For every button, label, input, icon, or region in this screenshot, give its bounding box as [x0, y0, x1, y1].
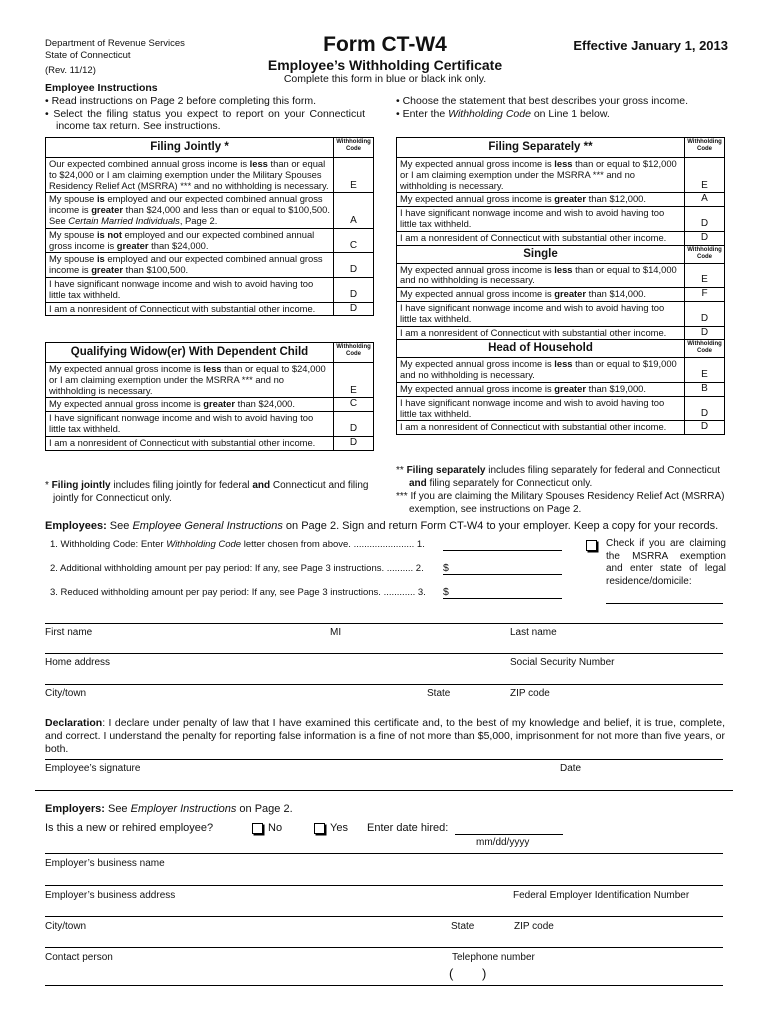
instructions-left: • Read instructions on Page 2 before completing this form. • Select the filing status you expect to report on your Connecticut income tax return. See instructions.: [45, 95, 365, 132]
code-cell: C: [334, 398, 374, 412]
table-row[interactable]: Our expected combined annual gross income is less than or equal to $24,000 or I am claiming exemption under the Military Spouses Residency Relief Act (MSRRA) *** and no withholding is necessary. E: [46, 158, 374, 193]
first-name-label: First name: [45, 627, 93, 638]
line-2-label: 2. Additional withholding amount per pay period: If any, see Page 3 instructions. .......... 2.: [50, 563, 424, 574]
note-jointly: * Filing jointly includes filing jointly for federal and Connecticut and filing jointly for Connecticut only.: [45, 480, 369, 504]
ink-note: Complete this form in blue or black ink only.: [283, 73, 487, 85]
table-row[interactable]: I have significant nonwage income and wish to avoid having too little tax withheld. D: [397, 207, 725, 232]
signature-line[interactable]: [45, 759, 723, 760]
table-row[interactable]: I have significant nonwage income and wish to avoid having too little tax withheld. D: [397, 396, 725, 421]
msrra-checkbox[interactable]: [586, 540, 597, 551]
line-2-input[interactable]: [443, 574, 562, 575]
table-row[interactable]: My spouse is not employed and our expected combined annual gross income is greater than $24,000. C: [46, 228, 374, 253]
code-cell: D: [334, 436, 374, 450]
code-cell: D: [334, 302, 374, 316]
dollar-sign: $: [443, 562, 449, 574]
fein-label: Federal Employer Identification Number: [513, 890, 690, 901]
bottom-line: [45, 985, 723, 986]
table-row[interactable]: I am a nonresident of Connecticut with substantial other income. D: [397, 326, 725, 340]
domicile-input[interactable]: [606, 603, 723, 604]
code-header: Withholding Code: [685, 138, 725, 158]
last-name-label: Last name: [510, 627, 557, 638]
code-cell: D: [685, 301, 725, 326]
widow-table: [45, 342, 374, 451]
instructions-heading: Employee Instructions: [45, 82, 158, 94]
city-line[interactable]: [45, 684, 723, 685]
table-row[interactable]: My expected annual gross income is greater than $14,000. F: [397, 288, 725, 302]
code-cell: E: [685, 358, 725, 383]
widow-title: Qualifying Widow(er) With Dependent Child: [46, 343, 334, 363]
hoh-title: Head of Household: [397, 340, 685, 358]
instruction-3: Choose the statement that best describes your gross income.: [402, 95, 688, 107]
table-row[interactable]: My expected annual gross income is less than or equal to $24,000 or I am claiming exemption under the MSRRA *** and no withholding is necessary. E: [46, 363, 374, 398]
business-name-label: Employer’s business name: [45, 858, 165, 869]
date-hired-label: Enter date hired:: [367, 822, 449, 834]
state-name: State of Connecticut: [45, 50, 131, 61]
table-row[interactable]: My expected annual gross income is less than or equal to $19,000 and no withholding is necessary. E: [397, 358, 725, 383]
table-row[interactable]: My spouse is employed and our expected combined annual gross income is greater than $24,000 and less than or equal to $100,500. See Certain Married Individuals, Page 2. A: [46, 193, 374, 228]
no-checkbox[interactable]: [252, 823, 263, 834]
code-cell: D: [334, 277, 374, 302]
code-cell: D: [685, 421, 725, 435]
state-label: State: [427, 688, 451, 699]
code-cell: E: [685, 158, 725, 193]
code-cell: E: [334, 158, 374, 193]
signature-label: Employee’s signature: [45, 763, 141, 774]
address-line[interactable]: [45, 653, 723, 654]
filing-jointly-title: Filing Jointly *: [46, 138, 334, 158]
code-cell: E: [334, 363, 374, 398]
dept-name: Department of Revenue Services: [45, 38, 185, 49]
table-row[interactable]: My spouse is employed and our expected combined annual gross income is greater than $100,500. D: [46, 253, 374, 278]
date-label: Date: [560, 763, 582, 774]
date-hired-input[interactable]: [455, 834, 563, 835]
employer-zip-label: ZIP code: [514, 921, 554, 932]
line-1-input[interactable]: [443, 550, 562, 551]
code-cell: D: [685, 396, 725, 421]
section-divider: [35, 790, 733, 791]
code-cell: B: [685, 382, 725, 396]
instruction-1: Read instructions on Page 2 before completing this form.: [51, 95, 316, 107]
new-employee-question: Is this a new or rehired employee?: [45, 822, 214, 834]
employers-heading: Employers: See Employer Instructions on Page 2.: [45, 803, 293, 815]
contact-line[interactable]: [45, 947, 723, 948]
yes-checkbox[interactable]: [314, 823, 325, 834]
table-row[interactable]: My expected annual gross income is less than or equal to $14,000 and no withholding is necessary. E: [397, 263, 725, 288]
msrra-check-label: Check if you are claiming the MSRRA exemption and enter state of legal residence/domicile:: [606, 538, 726, 587]
line-3-label: 3. Reduced withholding amount per pay period: If any, see Page 3 instructions. ............ 3.: [50, 587, 426, 598]
table-row[interactable]: My expected annual gross income is greater than $19,000. B: [397, 382, 725, 396]
filing-separately-table: [396, 137, 725, 435]
note-separately: ** Filing separately includes filing separately for federal and Connecticut and filing separately for Connecticut only.: [396, 465, 721, 489]
yes-label: Yes: [330, 822, 348, 834]
table-row[interactable]: My expected annual gross income is greater than $24,000. C: [46, 398, 374, 412]
code-header: Withholding Code: [685, 245, 725, 263]
code-cell: D: [334, 412, 374, 437]
table-row[interactable]: I am a nonresident of Connecticut with substantial other income. D: [397, 231, 725, 245]
code-cell: E: [685, 263, 725, 288]
form-subtitle: Employee’s Withholding Certificate: [267, 57, 503, 73]
employer-city-label: City/town: [45, 921, 87, 932]
date-format: mm/dd/yyyy: [476, 837, 530, 848]
code-cell: A: [685, 193, 725, 207]
code-cell: A: [334, 193, 374, 228]
employer-city-line[interactable]: [45, 916, 723, 917]
code-header: Withholding Code: [334, 138, 374, 158]
table-row[interactable]: My expected annual gross income is greater than $12,000. A: [397, 193, 725, 207]
code-header: Withholding Code: [334, 343, 374, 363]
mi-label: MI: [330, 627, 342, 638]
code-cell: D: [685, 231, 725, 245]
code-cell: C: [334, 228, 374, 253]
dollar-sign: $: [443, 586, 449, 598]
code-cell: F: [685, 288, 725, 302]
table-row[interactable]: I am a nonresident of Connecticut with substantial other income. D: [46, 436, 374, 450]
instruction-2: Select the filing status you expect to report on your Connecticut income tax return. See instructions.: [53, 107, 365, 132]
home-address-label: Home address: [45, 657, 111, 668]
instructions-right: • Choose the statement that best describes your gross income. • Enter the Withholding Code on Line 1 below.: [396, 95, 688, 120]
revision: (Rev. 11/12): [45, 65, 96, 76]
line-3-input[interactable]: [443, 598, 562, 599]
table-row[interactable]: I have significant nonwage income and wish to avoid having too little tax withheld. D: [397, 301, 725, 326]
name-line[interactable]: [45, 623, 723, 624]
code-cell: D: [685, 207, 725, 232]
filing-jointly-table: [45, 137, 374, 316]
phone-label: Telephone number: [452, 952, 535, 963]
code-cell: D: [334, 253, 374, 278]
note-msrra: *** If you are claiming the Military Spouses Residency Relief Act (MSRRA) exemption, see instructions on Page 2.: [396, 491, 725, 515]
business-address-line[interactable]: [45, 885, 723, 886]
no-label: No: [268, 822, 283, 834]
ssn-label: Social Security Number: [510, 657, 615, 668]
phone-paren-right: ): [482, 966, 487, 981]
city-label: City/town: [45, 688, 87, 699]
business-name-line[interactable]: [45, 853, 723, 854]
table-row[interactable]: I am a nonresident of Connecticut with substantial other income. D: [397, 421, 725, 435]
employer-state-label: State: [451, 921, 475, 932]
contact-label: Contact person: [45, 952, 113, 963]
table-row[interactable]: I have significant nonwage income and wish to avoid having too little tax withheld. D: [46, 277, 374, 302]
employees-heading: Employees: See Employee General Instructions on Page 2. Sign and return Form CT-W4 to your employer. Keep a copy for your records.: [45, 520, 719, 532]
filing-separately-title: Filing Separately **: [397, 138, 685, 158]
phone-paren-left: (: [449, 966, 454, 981]
table-row[interactable]: I have significant nonwage income and wish to avoid having too little tax withheld. D: [46, 412, 374, 437]
code-cell: D: [685, 326, 725, 340]
code-header: Withholding Code: [685, 340, 725, 358]
table-row[interactable]: My expected annual gross income is less than or equal to $12,000 or I am claiming exemption under the MSRRA *** and no withholding is necessary. E: [397, 158, 725, 193]
table-row[interactable]: I am a nonresident of Connecticut with substantial other income. D: [46, 302, 374, 316]
line-1-label: 1. Withholding Code: Enter Withholding Code letter chosen from above. ....................... 1.: [50, 539, 425, 550]
declaration: Declaration: I declare under penalty of law that I have examined this certificate and, to the best of my knowledge and belief, it is true, complete, and correct. I understand the penalty for reporting false information is a fine of not more than $5,000, imprisonment for not more than five years, or both.: [45, 717, 725, 755]
single-title: Single: [397, 245, 685, 263]
form-title: Form CT-W4: [323, 33, 447, 56]
business-address-label: Employer’s business address: [45, 890, 176, 901]
zip-label: ZIP code: [510, 688, 550, 699]
effective-date: Effective January 1, 2013: [573, 38, 728, 53]
